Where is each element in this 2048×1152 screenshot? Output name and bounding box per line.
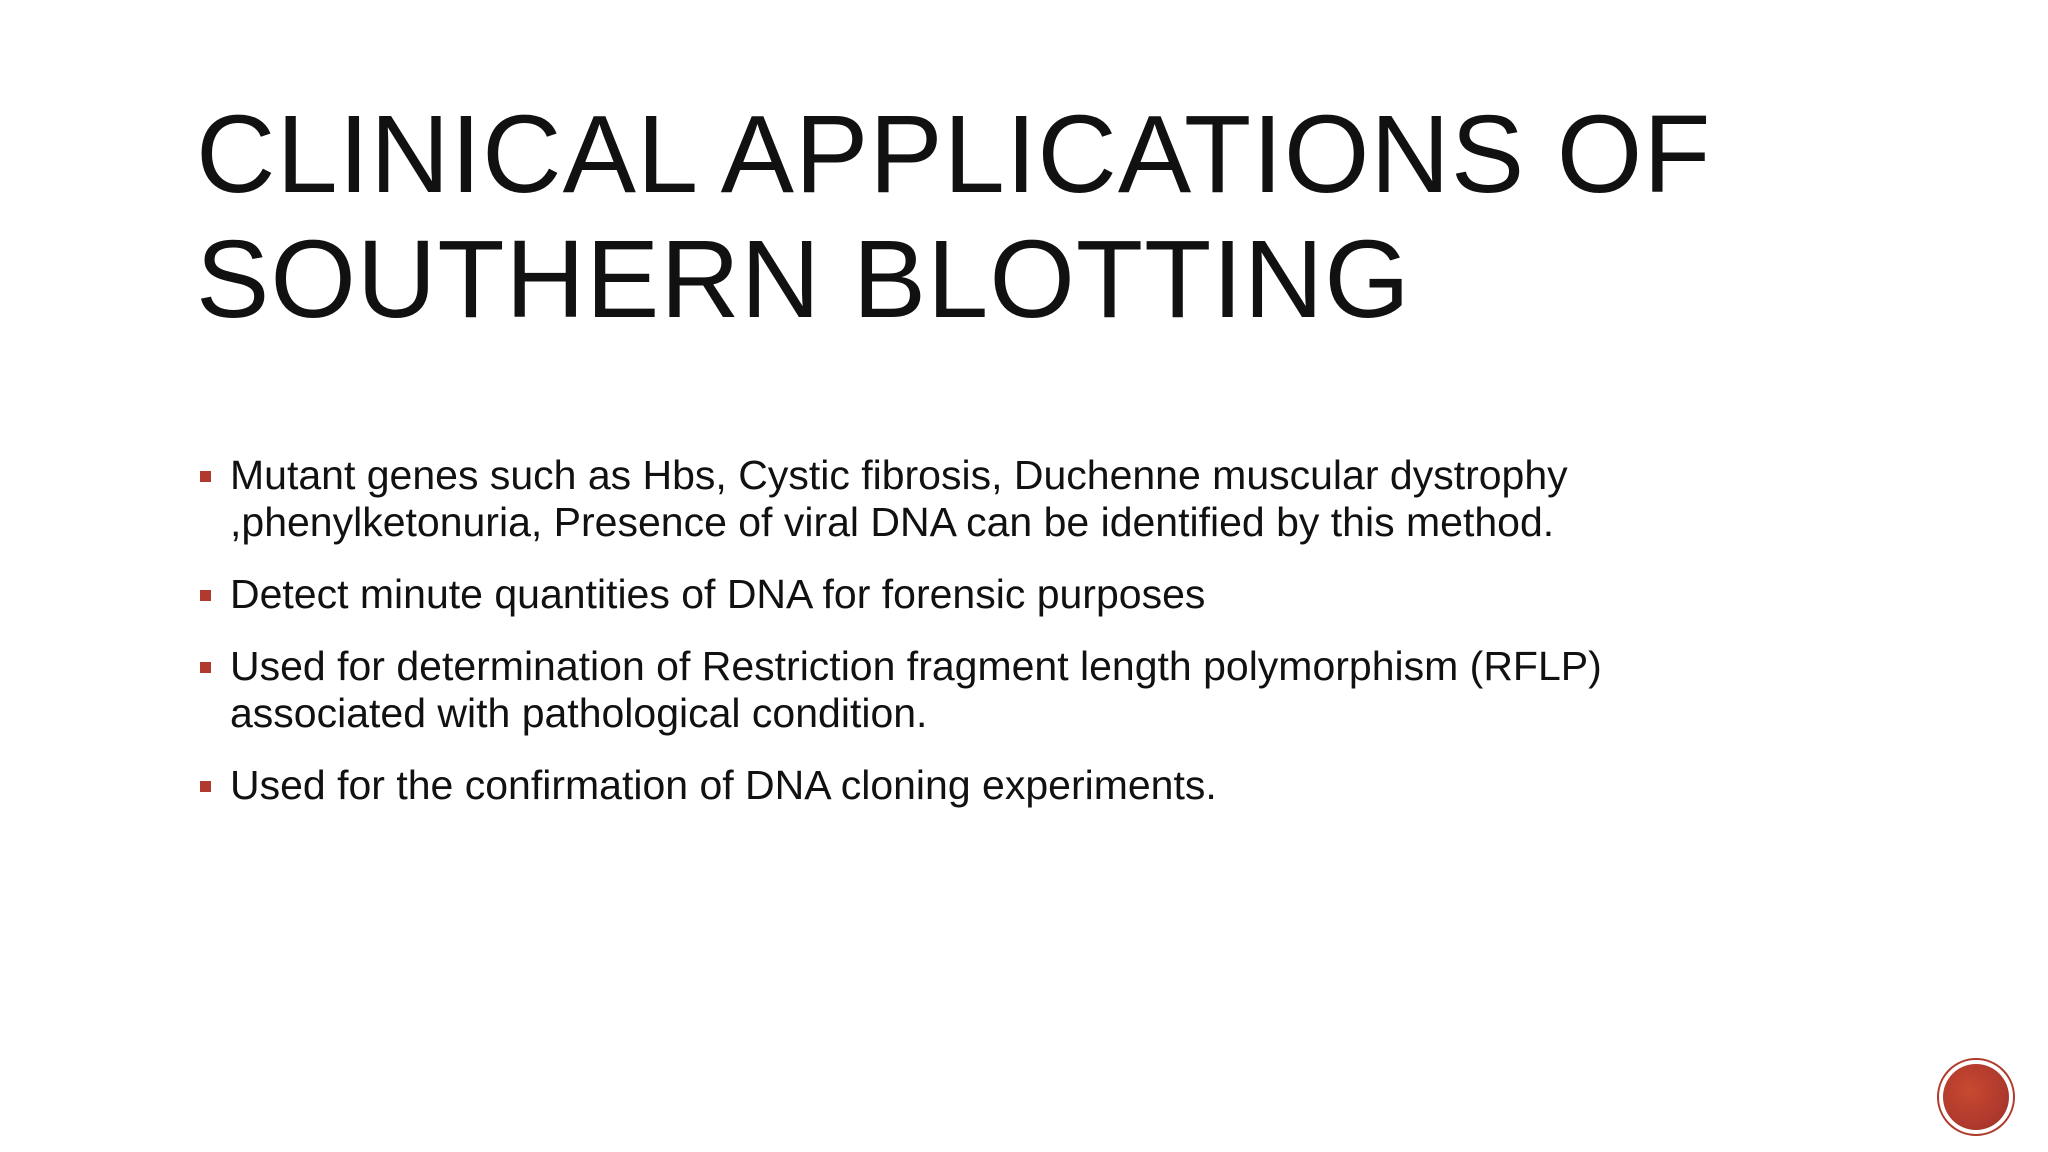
title-line-1: CLINICAL APPLICATIONS OF (196, 93, 1712, 216)
square-bullet-icon (200, 471, 211, 482)
square-bullet-icon (200, 662, 211, 673)
bullet-text-line: Used for the confirmation of DNA cloning experiments. (230, 762, 1217, 808)
slide-title (196, 92, 1896, 342)
bullet-item-mutant-genes (200, 452, 1760, 546)
bullet-item-forensic (200, 571, 1760, 618)
slide-nav-button[interactable] (1937, 1058, 2015, 1136)
bullet-text-line: Detect minute quantities of DNA for forensic purposes (230, 571, 1206, 617)
bullet-text-line: ,phenylketonuria, Presence of viral DNA can be identified by this method. (230, 499, 1555, 545)
bullet-text-line: Used for determination of Restriction fragment length polymorphism (RFLP) (230, 643, 1602, 689)
bullet-item-rflp (200, 643, 1760, 737)
bullet-item-cloning (200, 762, 1760, 809)
circle-nav-button-icon (1943, 1064, 2009, 1130)
bullet-text-line: Mutant genes such as Hbs, Cystic fibrosis, Duchenne muscular dystrophy (230, 452, 1568, 498)
title-line-2: SOUTHERN BLOTTING (196, 218, 1411, 341)
bullet-text-line: associated with pathological condition. (230, 690, 928, 736)
bullet-list (200, 452, 1760, 834)
square-bullet-icon (200, 781, 211, 792)
square-bullet-icon (200, 590, 211, 601)
